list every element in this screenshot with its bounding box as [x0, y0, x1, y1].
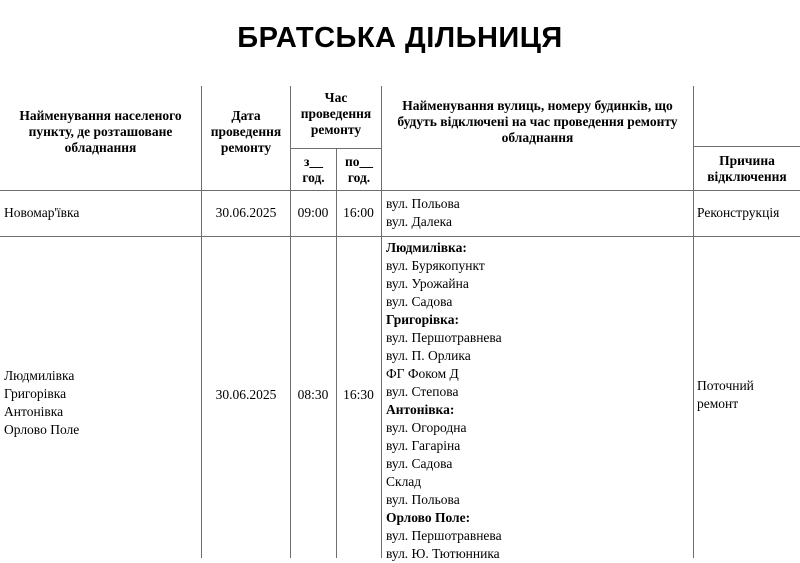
header-time-from: з__ год.	[302, 154, 325, 185]
header-date: Дата проведення ремонту	[210, 108, 282, 155]
row-1-time-to: 16:00	[343, 205, 374, 220]
street-item: вул. Польова	[386, 196, 460, 211]
row-divider	[0, 236, 800, 237]
column-divider	[201, 86, 202, 558]
street-item: вул. Далека	[386, 214, 452, 229]
street-item: вул. Садова	[386, 294, 453, 309]
street-item: Склад	[386, 474, 422, 489]
header-locality: Найменування населеного пункту, де розташоване обладнання	[19, 108, 182, 155]
row-1-date: 30.06.2025	[215, 205, 277, 220]
locality-name: Антонівка	[4, 404, 64, 419]
row-2-reason: Поточний ремонт	[697, 378, 754, 411]
column-divider	[290, 86, 291, 558]
column-divider	[693, 86, 694, 558]
row-1-streets	[386, 195, 460, 231]
locality-name: Людмилівка	[4, 368, 75, 383]
street-item: вул. Степова	[386, 384, 459, 399]
row-2-time-from: 08:30	[297, 387, 329, 402]
street-item: вул. Садова	[386, 456, 453, 471]
row-2-date: 30.06.2025	[215, 387, 277, 402]
header-time: Час проведення ремонту	[300, 90, 372, 137]
page-title: БРАТСЬКА ДІЛЬНИЦЯ	[237, 22, 563, 54]
column-divider	[381, 86, 382, 558]
locality-name: Новомар'ївка	[4, 205, 80, 220]
village-heading: Людмилівка:	[386, 240, 467, 255]
header-time-to: по__ год.	[344, 154, 374, 185]
street-item: вул. Бурякопункт	[386, 258, 485, 273]
row-divider	[0, 190, 800, 191]
row-1-locality	[4, 204, 79, 222]
locality-name: Григорівка	[4, 386, 67, 401]
street-item: вул. Першотравнева	[386, 330, 502, 345]
street-item: ФГ Фоком Д	[386, 366, 459, 381]
row-divider	[693, 146, 800, 147]
village-heading: Григорівка:	[386, 312, 459, 327]
outage-schedule-table	[0, 86, 800, 561]
street-item: вул. Огородна	[386, 420, 467, 435]
row-divider	[290, 148, 381, 149]
street-item: вул. П. Орлика	[386, 348, 471, 363]
row-2-streets	[386, 239, 502, 563]
row-1-reason: Реконструкція	[697, 205, 780, 220]
row-2-time-to: 16:30	[343, 387, 374, 402]
street-item: вул. Польова	[386, 492, 460, 507]
header-streets: Найменування вулиць, номеру будинків, що будуть відключені на час проведення ремонту обладнання	[397, 98, 678, 145]
row-1-time-from: 09:00	[297, 205, 329, 220]
street-item: вул. Урожайна	[386, 276, 469, 291]
street-item: вул. Гагаріна	[386, 438, 461, 453]
village-heading: Орлово Поле:	[386, 510, 471, 525]
header-reason: Причина відключення	[707, 153, 787, 184]
row-2-localities	[4, 367, 79, 439]
street-item: вул. Першотравнева	[386, 528, 502, 543]
street-item: вул. Ю. Тютюнника	[386, 546, 500, 561]
village-heading: Антонівка:	[386, 402, 455, 417]
locality-name: Орлово Поле	[4, 422, 80, 437]
